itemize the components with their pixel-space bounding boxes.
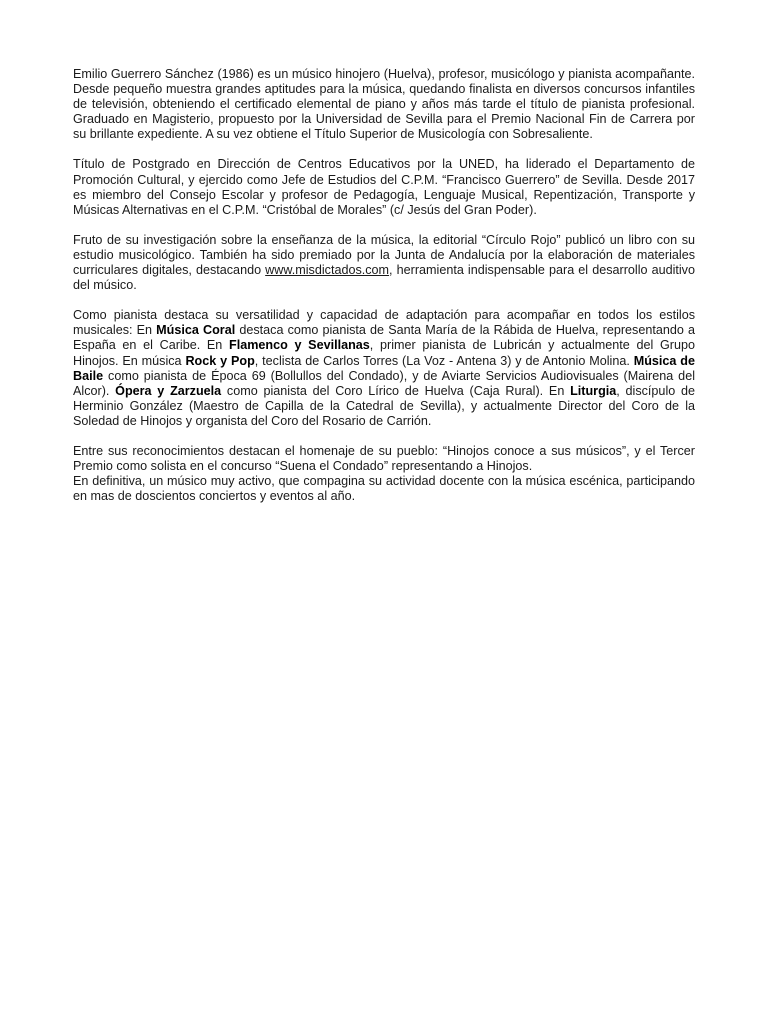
- paragraph-early-life: Emilio Guerrero Sánchez (1986) es un músico hinojero (Huelva), profesor, musicólogo y pianista acompañante. Desde pequeño muestra grandes aptitudes para la música, quedando finalista en diversos concursos infantiles de televisión, obteniendo el certificado elemental de piano y años más tarde el título de pianista profesional. Graduado en Magisterio, propuesto por la Universidad de Sevilla para el Premio Nacional Fin de Carrera por su brillante expediente. A su vez obtiene el Título Superior de Musicología con Sobresaliente.: [73, 67, 695, 142]
- style-musica-coral: Música Coral: [156, 323, 236, 338]
- research-text-after-link: , herramienta indispensable para el desarrollo auditivo del músico.: [73, 263, 695, 293]
- biography-document: [73, 67, 695, 519]
- styles-text-6: como pianista del Coro Lírico de Huelva (Caja Rural). En: [221, 383, 571, 398]
- paragraph-research: [73, 233, 695, 293]
- styles-text-5: como pianista de Época 69 (Bollullos del Condado), y de Aviarte Servicios Audiovisuales (Mairena del Alcor).: [73, 368, 695, 398]
- paragraph-postgraduate: Título de Postgrado en Dirección de Centros Educativos por la UNED, ha liderado el Departamento de Promoción Cultural, y ejercido como Jefe de Estudios del C.P.M. “Francisco Guerrero” de Sevilla. Desde 2017 es miembro del Consejo Escolar y profesor de Pedagogía, Lenguaje Musical, Repentización, Transporte y Músicas Alternativas en el C.P.M. “Cristóbal de Morales” (c/ Jesús del Gran Poder).: [73, 157, 695, 217]
- styles-text-2: destaca como pianista de Santa María de la Rábida de Huelva, representando a España en el Caribe. En: [73, 323, 696, 353]
- paragraph-conclusion: En definitiva, un músico muy activo, que compagina su actividad docente con la música escénica, participando en mas de doscientos conciertos y eventos al año.: [73, 474, 695, 504]
- style-flamenco-sevillanas: Flamenco y Sevillanas: [229, 338, 370, 353]
- paragraph-recognitions: Entre sus reconocimientos destacan el homenaje de su pueblo: “Hinojos conoce a sus músicos”, y el Tercer Premio como solista en el concurso “Suena el Condado” representando a Hinojos.: [73, 443, 695, 474]
- style-opera-zarzuela: Ópera y Zarzuela: [115, 383, 222, 398]
- styles-text-1: Como pianista destaca su versatilidad y capacidad de adaptación para acompañar en todos los estilos musicales: En: [73, 308, 695, 338]
- styles-text-3: , primer pianista de Lubricán y actualmente del Grupo Hinojos. En música: [73, 338, 695, 368]
- research-text-before-link: Fruto de su investigación sobre la enseñanza de la música, la editorial “Círculo Rojo” publicó un libro con su estudio musicológico. También ha sido premiado por la Junta de Andalucía por la elaboración de materiales curriculares digitales, destacando: [73, 232, 695, 278]
- paragraph-pianist-styles: [73, 308, 695, 429]
- misdictados-link[interactable]: www.misdictados.com: [265, 263, 390, 278]
- style-rock-pop: Rock y Pop: [185, 353, 255, 368]
- styles-text-7: , discípulo de Herminio González (Maestro de Capilla de la Catedral de Sevilla), y actualmente Director del Coro de la Soledad de Hinojos y organista del Coro del Rosario de Carrión.: [73, 383, 696, 428]
- style-liturgia: Liturgia: [570, 383, 617, 398]
- styles-text-4: , teclista de Carlos Torres (La Voz - Antena 3) y de Antonio Molina.: [254, 353, 634, 368]
- style-musica-de-baile: Música de Baile: [73, 353, 695, 383]
